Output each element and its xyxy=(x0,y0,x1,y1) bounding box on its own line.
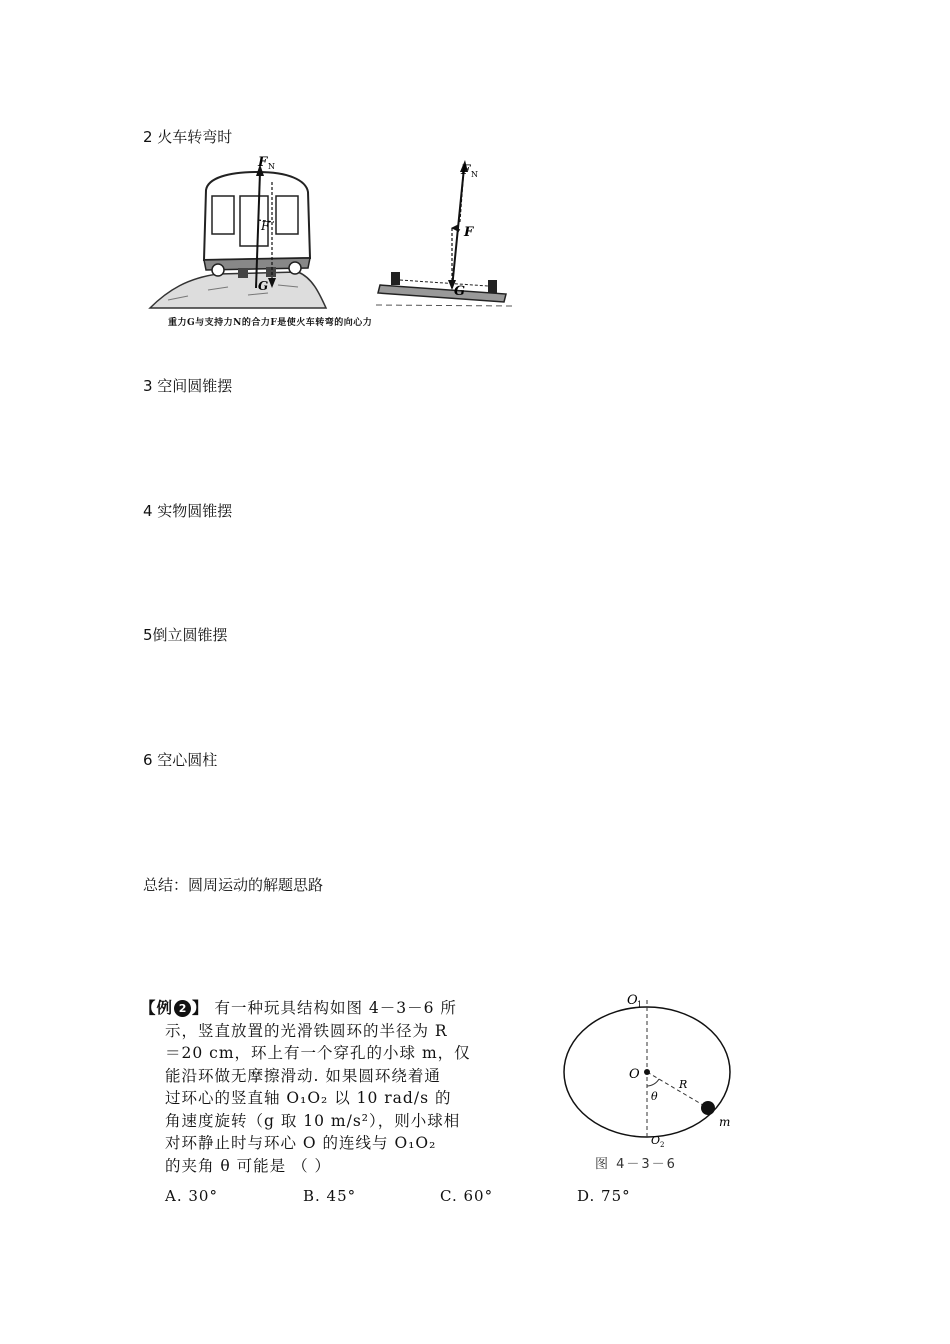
heading-hollow-cylinder: 6 空心圆柱 xyxy=(143,751,218,769)
heading-train-turning: 2 火车转弯时 xyxy=(143,128,233,146)
label-f: F xyxy=(261,219,270,233)
example-line-7: 对环静止时与环心 O 的连线与 O₁O₂ xyxy=(165,1134,437,1152)
label-o2: O xyxy=(651,1134,661,1147)
label-fn-sub-right: N xyxy=(471,170,478,179)
example-number-badge: 2 xyxy=(174,1000,191,1017)
option-c: C. 60° xyxy=(440,1187,494,1205)
label-o1: O xyxy=(627,993,638,1008)
example-problem xyxy=(140,997,550,1177)
label-m: m xyxy=(719,1115,731,1129)
label-o: O xyxy=(629,1067,640,1082)
ring-figure xyxy=(555,990,755,1150)
heading-real-conical-pendulum: 4 实物圆锥摆 xyxy=(143,502,233,520)
example-line-1: 【例 2 】 有一种玩具结构如图 4－3－6 所 xyxy=(140,999,457,1017)
example-line-3: ＝20 cm，环上有一个穿孔的小球 m，仅 xyxy=(165,1044,471,1062)
example-line-6: 角速度旋转（g 取 10 m/s²），则小球相 xyxy=(165,1111,461,1130)
track-force-diagram xyxy=(376,160,513,306)
ring-figure-caption: 图 4－3－6 xyxy=(595,1157,677,1172)
example-line-2: 示，竖直放置的光滑铁圆环的半径为 R xyxy=(165,1021,448,1040)
label-fn: F xyxy=(258,155,268,170)
example-line-4: 能沿环做无摩擦滑动. 如果圆环绕着通 xyxy=(165,1066,441,1085)
label-fn-sub: N xyxy=(268,162,275,171)
label-g-right: G xyxy=(454,284,466,299)
ball-icon xyxy=(701,1101,715,1115)
label-g: G xyxy=(258,279,269,293)
label-fn-right: F xyxy=(461,163,471,178)
train-turning-figure xyxy=(148,150,528,315)
example-line-5: 过环心的竖直轴 O₁O₂ 以 10 rad/s 的 xyxy=(165,1089,452,1107)
heading-inverted-conical-pendulum: 5倒立圆锥摆 xyxy=(143,626,228,644)
example-tag: 【例 2 】 xyxy=(140,999,209,1017)
train-figure-caption: 重力G与支持力N的合力F是使火车转弯的向心力 xyxy=(168,318,373,328)
heading-summary: 总结：圆周运动的解题思路 xyxy=(143,876,324,894)
example-line-8: 的夹角 θ 可能是 （ ） xyxy=(165,1156,332,1175)
label-r: R xyxy=(679,1078,688,1091)
label-theta: θ xyxy=(651,1090,658,1103)
heading-space-conical-pendulum: 3 空间圆锥摆 xyxy=(143,377,233,395)
label-o2-sub: 2 xyxy=(660,1141,665,1149)
option-b: B. 45° xyxy=(303,1187,357,1205)
option-d: D. 75° xyxy=(577,1187,631,1205)
label-o1-sub: 1 xyxy=(637,1000,643,1009)
option-a: A. 30° xyxy=(165,1187,218,1205)
label-f-right: F xyxy=(464,225,474,240)
